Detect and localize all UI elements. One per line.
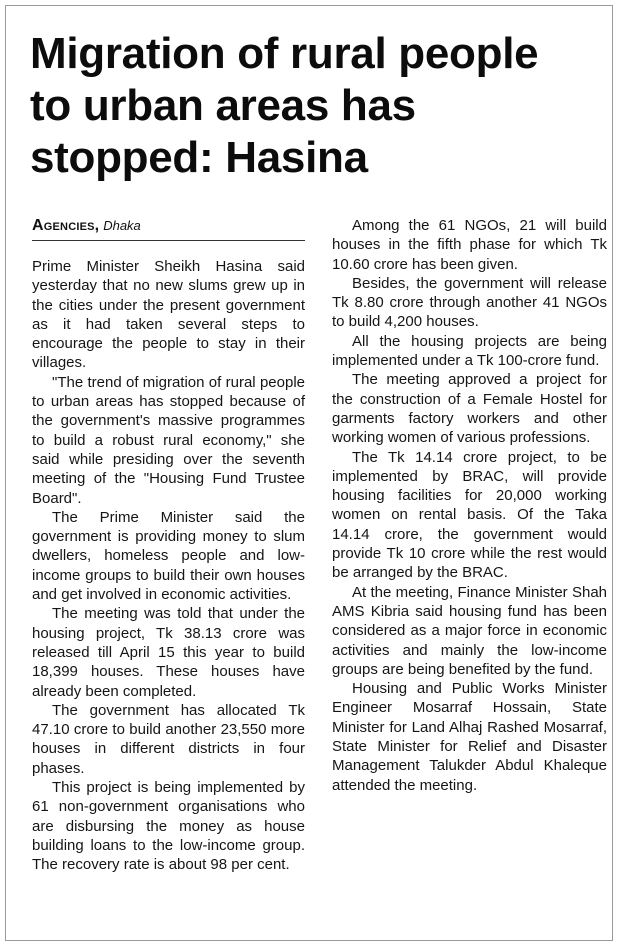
headline-line: stopped: Hasina	[30, 133, 368, 182]
paragraph: Housing and Public Works Minister Engineer Mosarraf Hossain, State Minister for Land Alhaj Rashed Mosarraf, State Minister for Relief and Disaster Management Talukder Abdul Khaleque attended the meeting.	[332, 680, 607, 794]
paragraph: Among the 61 NGOs, 21 will build houses in the fifth phase for which Tk 10.60 crore has been given.	[332, 217, 607, 273]
paragraph: All the housing projects are being implemented under a Tk 100-crore fund.	[332, 332, 607, 370]
byline-place: Dhaka	[103, 218, 141, 233]
paragraph: At the meeting, Finance Minister Shah AMS Kibria said housing fund has been considered as a major force in economic activities and mainly the low-income groups are being benefited by the fund.	[332, 583, 607, 678]
paragraph: The Prime Minister said the government is providing money to slum dwellers, homeless people and low-income groups to build their own houses and get involved in economic activities.	[32, 508, 305, 604]
byline	[32, 217, 305, 241]
paragraph: The government has allocated Tk 47.10 crore to build another 23,550 more houses in different districts in four phases.	[32, 701, 305, 777]
paragraph: The Tk 14.14 crore project, to be implemented by BRAC, will provide housing facilities for 20,000 working women on rental basis. Of the Taka 14.14 crore, the government would provide Tk 10 crore while the rest would be arranged by the BRAC.	[332, 448, 607, 582]
paragraph: The meeting approved a project for the construction of a Female Hostel for garments factory workers and other working women of various professions.	[332, 371, 607, 447]
article-column-1	[32, 257, 305, 875]
paragraph: This project is being implemented by 61 non-government organisations who are disbursing the money as house building loans to the low-income group. The recovery rate is about 98 per cent.	[32, 779, 305, 874]
headline-line: to urban areas has	[30, 81, 416, 130]
paragraph: Prime Minister Sheikh Hasina said yesterday that no new slums grew up in the cities under the present government as it had taken several steps to encourage the people to stay in their villages.	[32, 258, 305, 372]
paragraph: "The trend of migration of rural people to urban areas has stopped because of the government's massive programmes to build a robust rural economy," she said while presiding over the seventh meeting of the "Housing Fund Trustee Board".	[32, 373, 305, 507]
paragraph: Besides, the government will release Tk 8.80 crore through another 41 NGOs to build 4,200 houses.	[332, 274, 607, 331]
paragraph: The meeting was told that under the housing project, Tk 38.13 crore was released till April 15 this year to build 18,399 houses. These houses have already been completed.	[32, 605, 305, 700]
headline	[30, 28, 615, 184]
article-column-2	[332, 216, 607, 795]
headline-line: Migration of rural people	[30, 29, 539, 78]
byline-agency: Agencies,	[32, 217, 100, 234]
